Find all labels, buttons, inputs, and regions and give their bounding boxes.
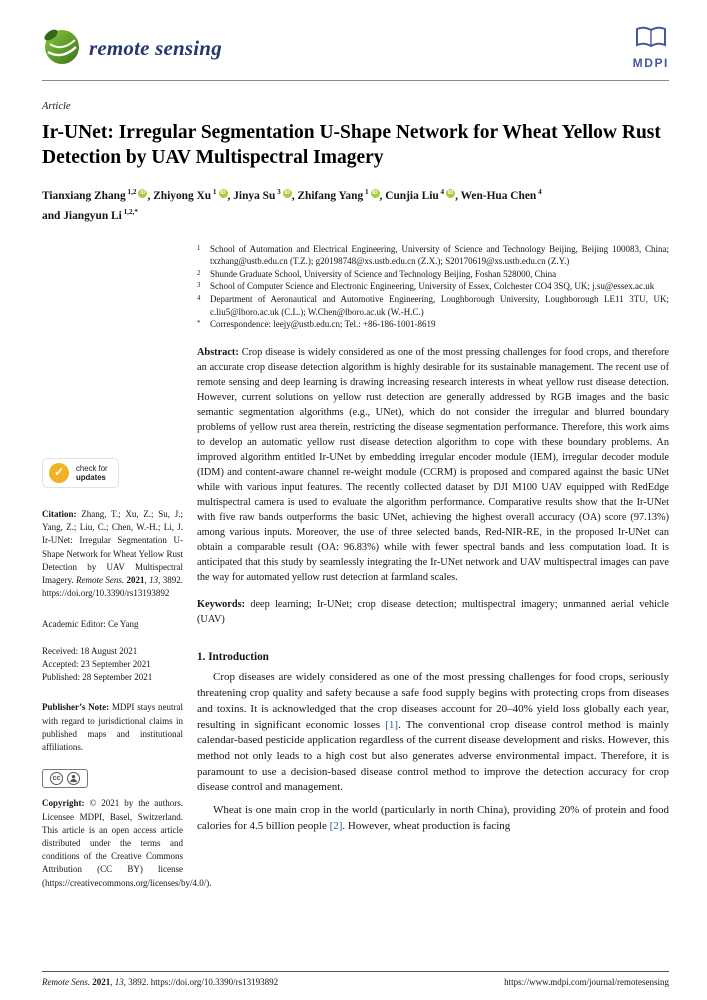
page-footer [42,971,669,987]
cc-by-license-badge[interactable] [42,769,88,788]
author-affiliation-sup: 1,2,* [121,208,138,217]
affiliation-text: Shunde Graduate School, University of Science and Technology Beijing, Foshan 528000, China [210,268,557,279]
received-date: Received: 18 August 2021 [42,645,138,656]
keywords-text: deep learning; Ir-UNet; crop disease detection; multispectral imagery; unmanned aerial vehicle (UAV) [197,599,669,625]
author-list: Tianxiang Zhang $^{1,2}$ iD , Zhiyong Xu $^1$ iD , Jinya Su $^3$ iD , Zhifang Yang $^1$ iD , Cunjia Liu $^4$ iD , Wen-Hua Chen $^4$ and Jiangyun Li $^{1,2,*}$ [42,187,542,223]
remote-sensing-leaf-icon [42,27,80,70]
check-updates-line1: check for [76,463,108,473]
text-segment: 2021 [126,575,145,586]
orcid-icon[interactable]: iD [447,189,454,196]
check-for-updates-label [76,464,108,483]
author-affiliation-sup: 4 [536,187,542,196]
affiliation-number: 4 [197,294,201,302]
author-affiliation-sup: 1 [363,187,369,196]
text-segment: Zhang, T.; Xu, Z.; Su, J.; Yang, Z.; Liu, C.; Chen, W.-H.; Li, J. Ir-UNet: Irregular Segmentation U-Shape Network for Wheat Yellow Rust Detection by UAV Multispectral Imagery. [42,509,183,586]
abstract-label: Abstract: [197,346,239,358]
footer-journal-url[interactable]: https://www.mdpi.com/journal/remotesensing [504,977,669,987]
text-segment: 13 [114,977,124,987]
journal-logo-link[interactable] [42,27,222,70]
paper-title: Ir-UNet: Irregular Segmentation U-Shape Network for Wheat Yellow Rust Detection by UAV Multispectral Imagery [42,122,661,168]
text-segment: , 3892. https://doi.org/10.3390/rs13193892 [42,575,184,599]
check-updates-line2: updates [76,473,106,482]
check-icon: ✓ [49,463,69,483]
publishers-note-label: Publisher’s Note: [42,702,110,713]
affiliation-text: Department of Aeronautical and Automotive Engineering, Loughborough University, Loughborough LE11 3TU, UK; c.liu5@lboro.ac.uk (C.L.); W.Chen@lboro.ac.uk (W.-H.C.) [210,293,669,317]
text-segment: Citation: [42,509,82,519]
person-icon [67,772,80,785]
published-date: Published: 28 September 2021 [42,672,153,683]
copyright-block [42,797,212,890]
author-name: Zhifang Yang [297,189,364,202]
accepted-date: Accepted: 23 September 2021 [42,658,151,669]
affiliation-text: Correspondence: leejy@ustb.edu.cn; Tel.: +86-186-1001-8619 [210,319,436,330]
orcid-icon[interactable]: iD [220,189,226,196]
keywords-label: Keywords: [197,599,246,611]
affiliation-row [197,293,669,318]
mdpi-wordmark: MDPI [632,56,669,70]
reference-link[interactable]: [2] [329,819,343,832]
main-column [197,243,669,835]
text-segment: , [110,977,115,987]
article-type-label: Article [42,101,71,112]
author-name: Zhiyong Xu [153,189,212,202]
reference-link[interactable]: [1] [385,718,399,731]
affiliation-number: 2 [197,269,201,277]
text-segment: . However, wheat production is facing [342,819,511,832]
dates-block [42,645,183,685]
author-name: Cunjia Liu [385,189,439,202]
mdpi-logo-link[interactable] [633,26,669,70]
author-name: Jiangyun Li [63,210,122,223]
footer-citation [42,977,278,987]
affiliation-row [197,280,669,293]
affiliation-list [197,243,669,331]
affiliation-number: 1 [197,244,201,252]
text-segment: Crop diseases are widely considered as one of the most pressing challenges for food crops, seriously threatening crop quality and safety because a safe food supply begins with protecting crops from diseases and toxins. It is acknowledged that the crop diseases account for 20–40% yield loss globally each year, resulting in significant economic losses [197,671,669,731]
mdpi-emblem-icon [634,26,668,55]
text-segment: 2021 [92,977,111,987]
abstract-text: Crop disease is widely considered as one of the most pressing challenges for food crops, and therefore an accurate crop disease detection algorithm is highly desirable for its sustainable management. The recent use of remote sensing and deep learning is drawing increasing research interests in wheat yellow rust disease detection. However, current solutions on yellow rust detection are generally addressed by RGB images and the basic semantic segmentation algorithms (e.g., UNet), which do not consider the irregular and blurred boundary problems of yellow rust area therein, restricting the disease segmentation performance. Therefore, this work aims to develop an automatic yellow rust disease detection algorithm to cope with these boundary problems. An improved algorithm entitled Ir-UNet by embedding irregular encoder module (IEM), irregular decoder module (IDM) and content-aware channel re-weight module (CCRM) is proposed and compared against the basic UNet while with various input features. The recently collected dataset by DJI M100 UAV equipped with RedEdge multispectral camera is used to evaluate the algorithm performance. Comparative results show that the Ir-UNet with five raw bands outperforms the basic UNet, achieving the highest overall accuracy (OA) score (97.13%) among various inputs. Moreover, the use of three selected bands, Red-NIR-RE, in the proposed Ir-UNet can obtain a comparable result (OA: 96.83%) while with fewer spectral bands and less computation load. It is anticipated that this study by seamlessly integrating the Ir-UNet network and UAV multispectral images can pave the way for automated yellow rust detection at farmland scales. [197,346,669,584]
text-segment: Wheat is one main crop in the world (particularly in north China), providing 20% of protein and food calories for 4.5 billion people [197,804,669,832]
check-for-updates-badge[interactable] [42,458,119,488]
orcid-icon[interactable]: iD [284,189,290,196]
text-segment: Remote Sens. [76,575,127,586]
author-name: Tianxiang Zhang [42,189,126,202]
author-affiliation-sup: 4 [438,187,445,196]
text-segment: , [144,575,150,586]
journal-name: remote sensing [89,35,222,60]
text-segment: Remote Sens. [42,977,93,987]
introduction-heading: 1. Introduction [197,651,269,664]
publishers-note-text: MDPI stays neutral with regard to jurisdictional claims in published maps and institutional affiliations. [42,702,183,753]
copyright-label: Copyright: [42,798,85,809]
affiliation-text: School of Computer Science and Electronic Engineering, University of Essex, Colchester CO4 3SQ, UK; j.su@essex.ac.uk [210,281,655,292]
affiliation-number: 3 [197,282,201,290]
left-sidebar [42,458,212,890]
affiliation-row [197,243,669,268]
cc-icon: cc [50,772,63,785]
affiliation-text: School of Automation and Electrical Engineering, University of Science and Technology Beijing, Beijing 100083, China; txzhang@ustb.edu.cn (T.Z.); g20198748@xs.ustb.edu.cn (Z.X.); S20170619@xs.ustb.edu.cn (Z.Y.) [210,243,669,267]
author-affiliation-sup: 1,2 [125,187,137,196]
affiliation-number: * [197,320,201,328]
academic-editor: Academic Editor: Ce Yang [42,618,139,629]
keywords-paragraph [197,598,669,627]
text-segment: 13 [149,575,159,586]
affiliation-row [197,268,669,281]
author-name: Wen-Hua Chen [460,189,537,202]
citation-block [42,508,183,601]
header-divider [42,80,669,81]
publishers-note [42,701,183,754]
orcid-icon[interactable]: iD [372,189,378,196]
affiliation-row [197,318,669,331]
orcid-icon[interactable]: iD [140,189,146,196]
author-name: Jinya Su [233,189,276,202]
text-segment: . The conventional crop disease control method is mainly calendar-based pesticide application regardless of the current disease development and risks. However, this method not only leads to a high cost but also generates adverse environmental impact. Therefore, it is paramount to use a decision-based disease control method to improve the detection accuracy for crop disease control and management. [197,718,669,794]
text-segment: , 3892. https://doi.org/10.3390/rs13193892 [123,977,279,987]
journal-header [0,0,707,70]
abstract-paragraph [197,345,669,586]
introduction-paragraph-1 [197,670,669,796]
author-affiliation-sup: 1 [211,187,217,196]
introduction-paragraph-2 [197,803,669,834]
author-affiliation-sup: 3 [275,187,281,196]
copyright-text: © 2021 by the authors. Licensee MDPI, Basel, Switzerland. This article is an open access article distributed under the terms and conditions of the Creative Commons Attribution (CC BY) license (https://creativecommons.org/licenses/by/4.0/). [42,798,212,888]
